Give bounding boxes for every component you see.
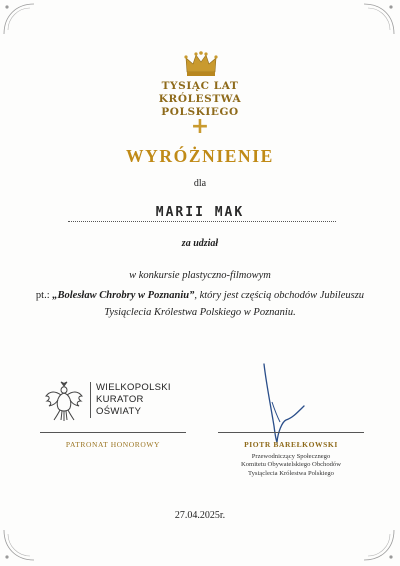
signatory-role bbox=[218, 453, 364, 478]
logo-line-3: POLSKIEGO bbox=[161, 106, 239, 118]
signatory-role-line-3: Tysiąclecia Królestwa Polskiego bbox=[248, 469, 334, 477]
signatory-role-line-2: Komitetu Obywatelskiego Obchodów bbox=[241, 461, 341, 469]
office-line-2: KURATOR bbox=[96, 394, 144, 405]
office-line-1: WIELKOPOLSKI bbox=[96, 382, 171, 393]
patron-divider-line bbox=[40, 432, 186, 433]
recipient-name: MARII MAK bbox=[155, 205, 245, 220]
polish-eagle-emblem-icon bbox=[44, 380, 84, 424]
office-name bbox=[96, 382, 171, 418]
corner-ornament-top-right bbox=[362, 2, 396, 36]
body-line-2-rest: , który jest częścią obchodów Jubileuszu bbox=[194, 290, 365, 301]
contest-name: „Bolesław Chrobry w Poznaniu” bbox=[52, 290, 195, 301]
handwritten-signature bbox=[252, 362, 318, 446]
for-word: dla bbox=[193, 178, 207, 189]
body-prefix: pt.: bbox=[35, 290, 50, 301]
recipient-dotted-line bbox=[68, 221, 336, 222]
patron-caption: PATRONAT HONOROWY bbox=[65, 440, 161, 449]
corner-ornament-top-left bbox=[2, 2, 36, 36]
logo-line-1: TYSIĄC LAT bbox=[161, 80, 239, 92]
office-line-3: OŚWIATY bbox=[96, 406, 142, 417]
body-line-3: Tysiąclecia Królestwa Polskiego w Poznaniu. bbox=[104, 307, 296, 318]
corner-ornament-bottom-left bbox=[2, 528, 36, 562]
logo-line-2: KRÓLESTWA bbox=[158, 93, 242, 105]
signature-divider-line bbox=[218, 432, 364, 433]
logo-cross-mark: + bbox=[190, 114, 210, 139]
signatory-name: PIOTR BAREŁKOWSKI bbox=[244, 440, 338, 449]
issue-date: 27.04.2025r. bbox=[174, 510, 226, 521]
corner-ornament-bottom-right bbox=[362, 528, 396, 562]
emblem-divider bbox=[90, 382, 91, 418]
crown-icon bbox=[184, 50, 218, 78]
award-reason: za udział bbox=[181, 238, 219, 249]
certificate-title: WYRÓŻNIENIE bbox=[126, 146, 274, 166]
signatory-role-line-1: Przewodniczący Społecznego bbox=[251, 453, 331, 460]
body-line-1: w konkursie plastyczno-filmowym bbox=[129, 270, 271, 281]
body-line-2 bbox=[0, 290, 400, 301]
